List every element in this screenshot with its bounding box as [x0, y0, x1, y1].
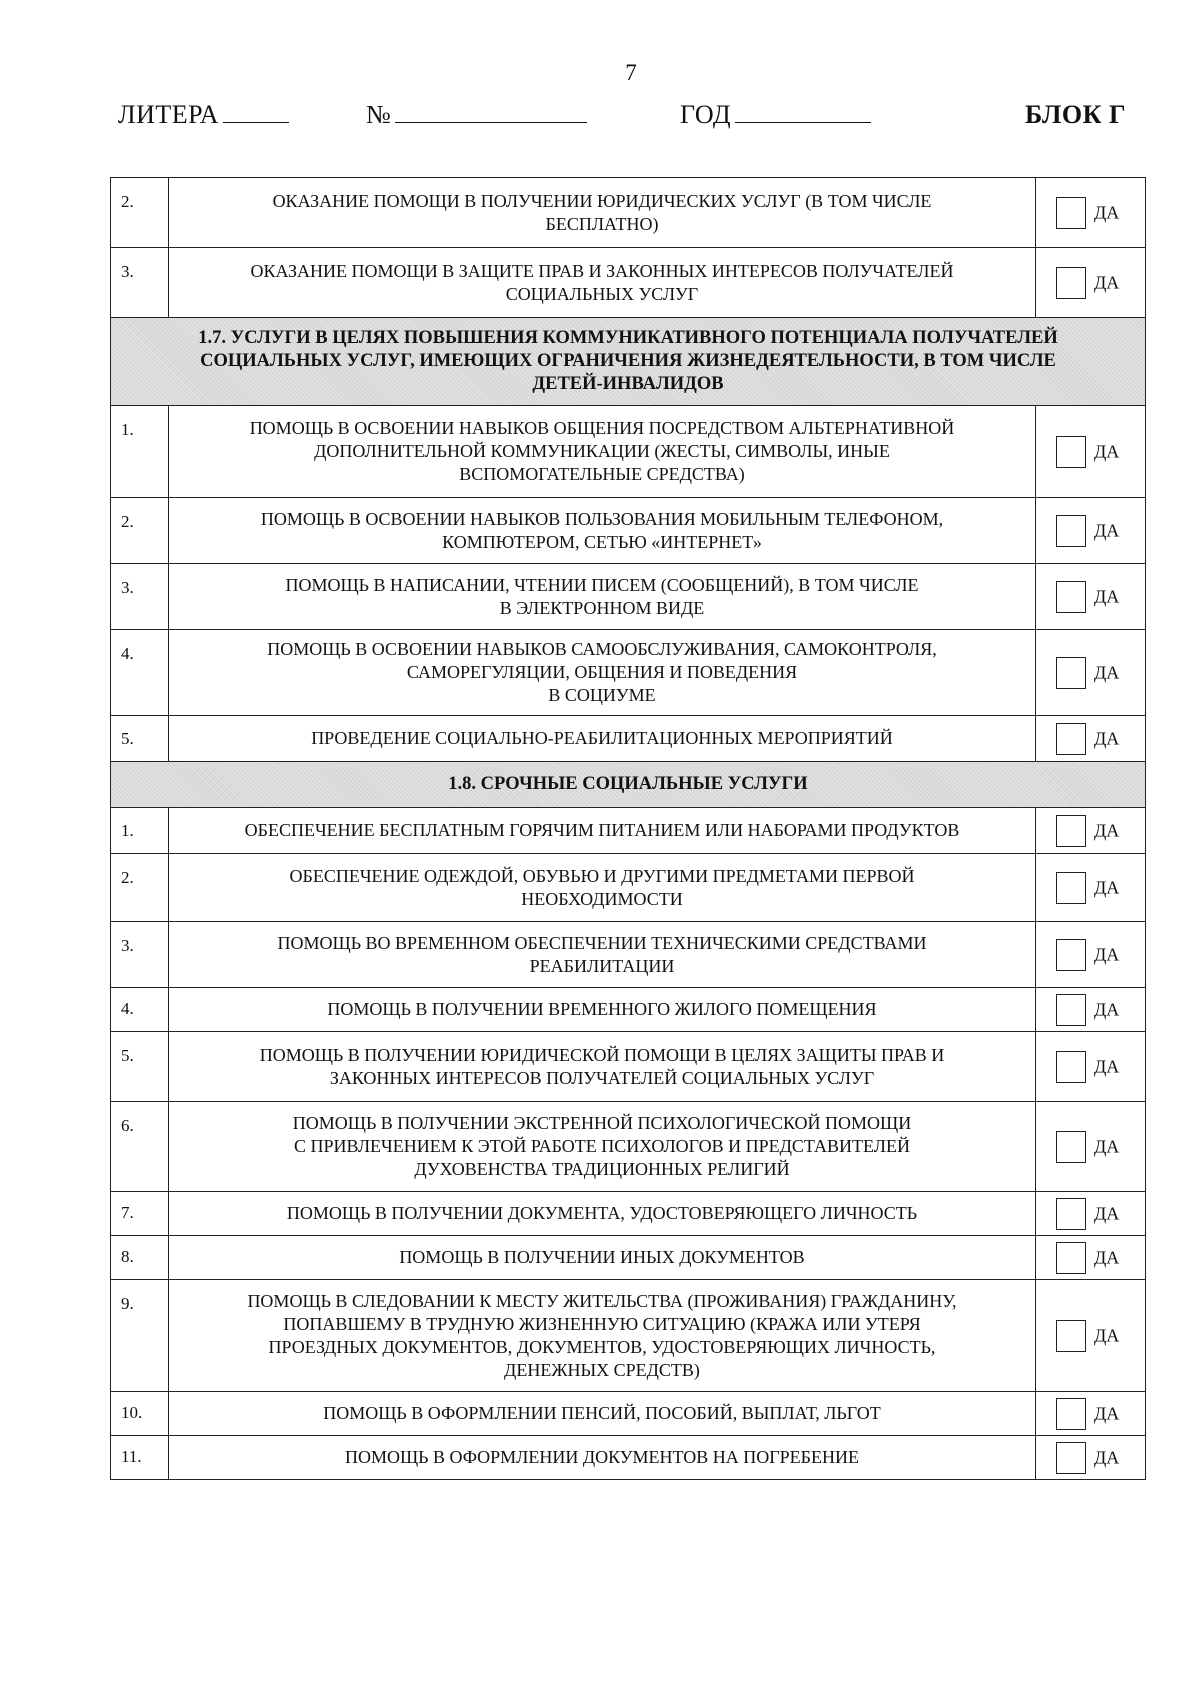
- row-number: 5.: [111, 716, 169, 762]
- service-description-line: ВСПОМОГАТЕЛЬНЫЕ СРЕДСТВА): [459, 464, 745, 484]
- yes-option: [1036, 922, 1146, 988]
- yes-label: ДА: [1094, 1136, 1120, 1156]
- yes-checkbox[interactable]: [1056, 1242, 1086, 1274]
- service-description-line: ПОПАВШЕМУ В ТРУДНУЮ ЖИЗНЕННУЮ СИТУАЦИЮ (КРАЖА ИЛИ УТЕРЯ: [283, 1313, 921, 1334]
- service-description: [169, 498, 1036, 564]
- row-number: 8.: [111, 1236, 169, 1280]
- yes-option: [1036, 988, 1146, 1032]
- service-description-line: РЕАБИЛИТАЦИИ: [529, 955, 675, 976]
- yes-option: [1036, 1280, 1146, 1392]
- yes-label: ДА: [1094, 877, 1120, 897]
- litera-blank[interactable]: [223, 100, 289, 123]
- service-description: [169, 1102, 1036, 1192]
- yes-checkbox[interactable]: [1056, 267, 1086, 299]
- service-description-line: ПОМОЩЬ В ОСВОЕНИИ НАВЫКОВ ОБЩЕНИЯ ПОСРЕДСТВОМ АЛЬТЕРНАТИВНОЙ: [249, 418, 955, 438]
- service-description-line: ПОМОЩЬ В ПОЛУЧЕНИИ ЭКСТРЕННОЙ ПСИХОЛОГИЧЕСКОЙ ПОМОЩИ: [292, 1113, 912, 1133]
- row-number: 5.: [111, 1032, 169, 1102]
- section-title-line: СОЦИАЛЬНЫХ УСЛУГ, ИМЕЮЩИХ ОГРАНИЧЕНИЯ ЖИЗНЕДЕЯТЕЛЬНОСТИ, В ТОМ ЧИСЛЕ: [200, 351, 1056, 371]
- yes-label: ДА: [1094, 1247, 1120, 1267]
- service-description: [169, 1436, 1036, 1480]
- yes-label: ДА: [1094, 586, 1120, 606]
- number-label: №: [366, 100, 392, 129]
- yes-checkbox[interactable]: [1056, 1398, 1086, 1430]
- yes-label: ДА: [1094, 820, 1120, 840]
- service-description: [169, 406, 1036, 498]
- service-description: [169, 630, 1036, 716]
- yes-checkbox[interactable]: [1056, 1051, 1086, 1083]
- service-description-line: КОМПЮТЕРОМ, СЕТЬЮ «ИНТЕРНЕТ»: [442, 531, 762, 552]
- yes-label: ДА: [1094, 272, 1120, 292]
- yes-label: ДА: [1094, 1403, 1120, 1423]
- section-header: [111, 318, 1146, 406]
- yes-checkbox[interactable]: [1056, 815, 1086, 847]
- row-number: 2.: [111, 498, 169, 564]
- service-row: [111, 1192, 1146, 1236]
- yes-option: [1036, 498, 1146, 564]
- yes-checkbox[interactable]: [1056, 436, 1086, 468]
- row-number: 2.: [111, 854, 169, 922]
- service-row: [111, 808, 1146, 854]
- service-row: [111, 564, 1146, 630]
- service-description-line: ПОМОЩЬ В ОСВОЕНИИ НАВЫКОВ ПОЛЬЗОВАНИЯ МОБИЛЬНЫМ ТЕЛЕФОНОМ,: [260, 508, 944, 529]
- service-row: [111, 988, 1146, 1032]
- service-description: [169, 1032, 1036, 1102]
- yes-option: [1036, 1392, 1146, 1436]
- row-number: 11.: [111, 1436, 169, 1480]
- row-number: 1.: [111, 808, 169, 854]
- yes-option: [1036, 406, 1146, 498]
- service-description: [169, 1392, 1036, 1436]
- service-description: [169, 854, 1036, 922]
- yes-checkbox[interactable]: [1056, 723, 1086, 755]
- service-description-line: СОЦИАЛЬНЫХ УСЛУГ: [505, 283, 699, 304]
- service-row: [111, 922, 1146, 988]
- litera-field: [118, 100, 289, 130]
- yes-checkbox[interactable]: [1056, 872, 1086, 904]
- yes-option: [1036, 178, 1146, 248]
- yes-checkbox[interactable]: [1056, 939, 1086, 971]
- service-description: [169, 808, 1036, 854]
- service-description: [169, 1192, 1036, 1236]
- service-description: [169, 178, 1036, 248]
- service-description-line: ПОМОЩЬ В ПОЛУЧЕНИИ ЮРИДИЧЕСКОЙ ПОМОЩИ В ЦЕЛЯХ ЗАЩИТЫ ПРАВ И: [259, 1044, 945, 1065]
- service-description-line: ОБЕСПЕЧЕНИЕ БЕСПЛАТНЫМ ГОРЯЧИМ ПИТАНИЕМ ИЛИ НАБОРАМИ ПРОДУКТОВ: [244, 820, 960, 840]
- yes-checkbox[interactable]: [1056, 1198, 1086, 1230]
- yes-option: [1036, 248, 1146, 318]
- yes-label: ДА: [1094, 1203, 1120, 1223]
- yes-option: [1036, 630, 1146, 716]
- page-number: 7: [625, 60, 637, 85]
- yes-option: [1036, 1102, 1146, 1192]
- service-description-line: ПОМОЩЬ В СЛЕДОВАНИИ К МЕСТУ ЖИТЕЛЬСТВА (ПРОЖИВАНИЯ) ГРАЖДАНИНУ,: [247, 1290, 957, 1311]
- service-description-line: ПОМОЩЬ В ПОЛУЧЕНИИ ВРЕМЕННОГО ЖИЛОГО ПОМЕЩЕНИЯ: [327, 999, 877, 1019]
- service-description: [169, 248, 1036, 318]
- yes-option: [1036, 1032, 1146, 1102]
- block-label: БЛОК Г: [1025, 100, 1127, 129]
- service-description: [169, 716, 1036, 762]
- service-description-line: НЕОБХОДИМОСТИ: [521, 888, 683, 909]
- row-number: 9.: [111, 1280, 169, 1392]
- yes-checkbox[interactable]: [1056, 994, 1086, 1026]
- yes-label: ДА: [1094, 441, 1120, 461]
- yes-label: ДА: [1094, 202, 1120, 222]
- service-row: [111, 1392, 1146, 1436]
- service-description: [169, 564, 1036, 630]
- yes-label: ДА: [1094, 728, 1120, 748]
- section-title: [111, 318, 1146, 406]
- row-number: 3.: [111, 564, 169, 630]
- service-row: [111, 854, 1146, 922]
- year-field: [680, 100, 871, 130]
- service-description-line: ОБЕСПЕЧЕНИЕ ОДЕЖДОЙ, ОБУВЬЮ И ДРУГИМИ ПРЕДМЕТАМИ ПЕРВОЙ: [289, 865, 915, 886]
- yes-checkbox[interactable]: [1056, 515, 1086, 547]
- service-row: [111, 630, 1146, 716]
- row-number: 1.: [111, 406, 169, 498]
- service-description-line: ПОМОЩЬ В НАПИСАНИИ, ЧТЕНИИ ПИСЕМ (СООБЩЕНИЙ), В ТОМ ЧИСЛЕ: [285, 574, 919, 595]
- yes-label: ДА: [1094, 1447, 1120, 1467]
- section-title: [111, 762, 1146, 808]
- yes-checkbox[interactable]: [1056, 197, 1086, 229]
- yes-label: ДА: [1094, 999, 1120, 1019]
- service-description: [169, 988, 1036, 1032]
- service-description-line: В СОЦИУМЕ: [548, 685, 656, 705]
- row-number: 3.: [111, 922, 169, 988]
- service-description-line: БЕСПЛАТНО): [545, 213, 659, 234]
- service-description-line: ОКАЗАНИЕ ПОМОЩИ В ПОЛУЧЕНИИ ЮРИДИЧЕСКИХ УСЛУГ (В ТОМ ЧИСЛЕ: [272, 190, 932, 211]
- services-table: [110, 177, 1146, 1480]
- section-title-line: ДЕТЕЙ-ИНВАЛИДОВ: [532, 374, 724, 394]
- service-description-line: ПОМОЩЬ В ОСВОЕНИИ НАВЫКОВ САМООБСЛУЖИВАНИЯ, САМОКОНТРОЛЯ,: [267, 639, 937, 659]
- row-number: 2.: [111, 178, 169, 248]
- service-row: [111, 1280, 1146, 1392]
- yes-label: ДА: [1094, 944, 1120, 964]
- service-row: [111, 716, 1146, 762]
- number-field: [366, 100, 587, 130]
- service-row: [111, 178, 1146, 248]
- service-description-line: ДУХОВЕНСТВА ТРАДИЦИОННЫХ РЕЛИГИЙ: [414, 1159, 790, 1179]
- yes-option: [1036, 1192, 1146, 1236]
- service-description-line: ПОМОЩЬ В ПОЛУЧЕНИИ ИНЫХ ДОКУМЕНТОВ: [399, 1247, 805, 1267]
- service-description-line: САМОРЕГУЛЯЦИИ, ОБЩЕНИЯ И ПОВЕДЕНИЯ: [406, 662, 798, 682]
- yes-option: [1036, 808, 1146, 854]
- service-description-line: ПОМОЩЬ В ОФОРМЛЕНИИ ДОКУМЕНТОВ НА ПОГРЕБЕНИЕ: [344, 1447, 860, 1467]
- row-number: 3.: [111, 248, 169, 318]
- year-label: ГОД: [680, 100, 732, 129]
- yes-option: [1036, 1236, 1146, 1280]
- row-number: 6.: [111, 1102, 169, 1192]
- yes-checkbox[interactable]: [1056, 1131, 1086, 1163]
- yes-checkbox[interactable]: [1056, 657, 1086, 689]
- yes-checkbox[interactable]: [1056, 581, 1086, 613]
- service-description-line: ДОПОЛНИТЕЛЬНОЙ КОММУНИКАЦИИ (ЖЕСТЫ, СИМВОЛЫ, ИНЫЕ: [314, 441, 890, 461]
- year-blank[interactable]: [735, 100, 871, 123]
- litera-label: ЛИТЕРА: [118, 100, 220, 129]
- service-description-line: ЗАКОННЫХ ИНТЕРЕСОВ ПОЛУЧАТЕЛЕЙ СОЦИАЛЬНЫХ УСЛУГ: [329, 1067, 875, 1088]
- yes-option: [1036, 1436, 1146, 1480]
- service-description-line: ПРОЕЗДНЫХ ДОКУМЕНТОВ, ДОКУМЕНТОВ, УДОСТОВЕРЯЮЩИХ ЛИЧНОСТЬ,: [268, 1336, 936, 1357]
- row-number: 4.: [111, 630, 169, 716]
- service-description-line: ОКАЗАНИЕ ПОМОЩИ В ЗАЩИТЕ ПРАВ И ЗАКОННЫХ ИНТЕРЕСОВ ПОЛУЧАТЕЛЕЙ: [250, 260, 954, 281]
- service-row: [111, 1032, 1146, 1102]
- yes-option: [1036, 564, 1146, 630]
- service-description-line: В ЭЛЕКТРОННОМ ВИДЕ: [499, 597, 705, 618]
- service-description-line: ПОМОЩЬ В ПОЛУЧЕНИИ ДОКУМЕНТА, УДОСТОВЕРЯЮЩЕГО ЛИЧНОСТЬ: [286, 1203, 918, 1223]
- service-row: [111, 498, 1146, 564]
- section-title-line: 1.8. СРОЧНЫЕ СОЦИАЛЬНЫЕ УСЛУГИ: [448, 774, 808, 794]
- section-header: [111, 762, 1146, 808]
- yes-label: ДА: [1094, 1056, 1120, 1076]
- yes-label: ДА: [1094, 662, 1120, 682]
- yes-checkbox[interactable]: [1056, 1442, 1086, 1474]
- service-description-line: С ПРИВЛЕЧЕНИЕМ К ЭТОЙ РАБОТЕ ПСИХОЛОГОВ И ПРЕДСТАВИТЕЛЕЙ: [294, 1136, 910, 1156]
- yes-checkbox[interactable]: [1056, 1320, 1086, 1352]
- service-description-line: ДЕНЕЖНЫХ СРЕДСТВ): [504, 1359, 700, 1380]
- yes-label: ДА: [1094, 1325, 1120, 1345]
- service-description: [169, 1236, 1036, 1280]
- service-row: [111, 1436, 1146, 1480]
- row-number: 4.: [111, 988, 169, 1032]
- yes-option: [1036, 716, 1146, 762]
- yes-option: [1036, 854, 1146, 922]
- service-row: [111, 406, 1146, 498]
- yes-label: ДА: [1094, 520, 1120, 540]
- service-description-line: ПОМОЩЬ ВО ВРЕМЕННОМ ОБЕСПЕЧЕНИИ ТЕХНИЧЕСКИМИ СРЕДСТВАМИ: [277, 932, 927, 953]
- service-description-line: ПРОВЕДЕНИЕ СОЦИАЛЬНО-РЕАБИЛИТАЦИОННЫХ МЕРОПРИЯТИЙ: [311, 728, 893, 748]
- service-description: [169, 922, 1036, 988]
- row-number: 10.: [111, 1392, 169, 1436]
- service-row: [111, 1102, 1146, 1192]
- service-description-line: ПОМОЩЬ В ОФОРМЛЕНИИ ПЕНСИЙ, ПОСОБИЙ, ВЫПЛАТ, ЛЬГОТ: [323, 1403, 881, 1423]
- row-number: 7.: [111, 1192, 169, 1236]
- service-description: [169, 1280, 1036, 1392]
- service-row: [111, 248, 1146, 318]
- service-row: [111, 1236, 1146, 1280]
- section-title-line: 1.7. УСЛУГИ В ЦЕЛЯХ ПОВЫШЕНИЯ КОММУНИКАТИВНОГО ПОТЕНЦИАЛА ПОЛУЧАТЕЛЕЙ: [198, 328, 1058, 348]
- number-blank[interactable]: [395, 100, 587, 123]
